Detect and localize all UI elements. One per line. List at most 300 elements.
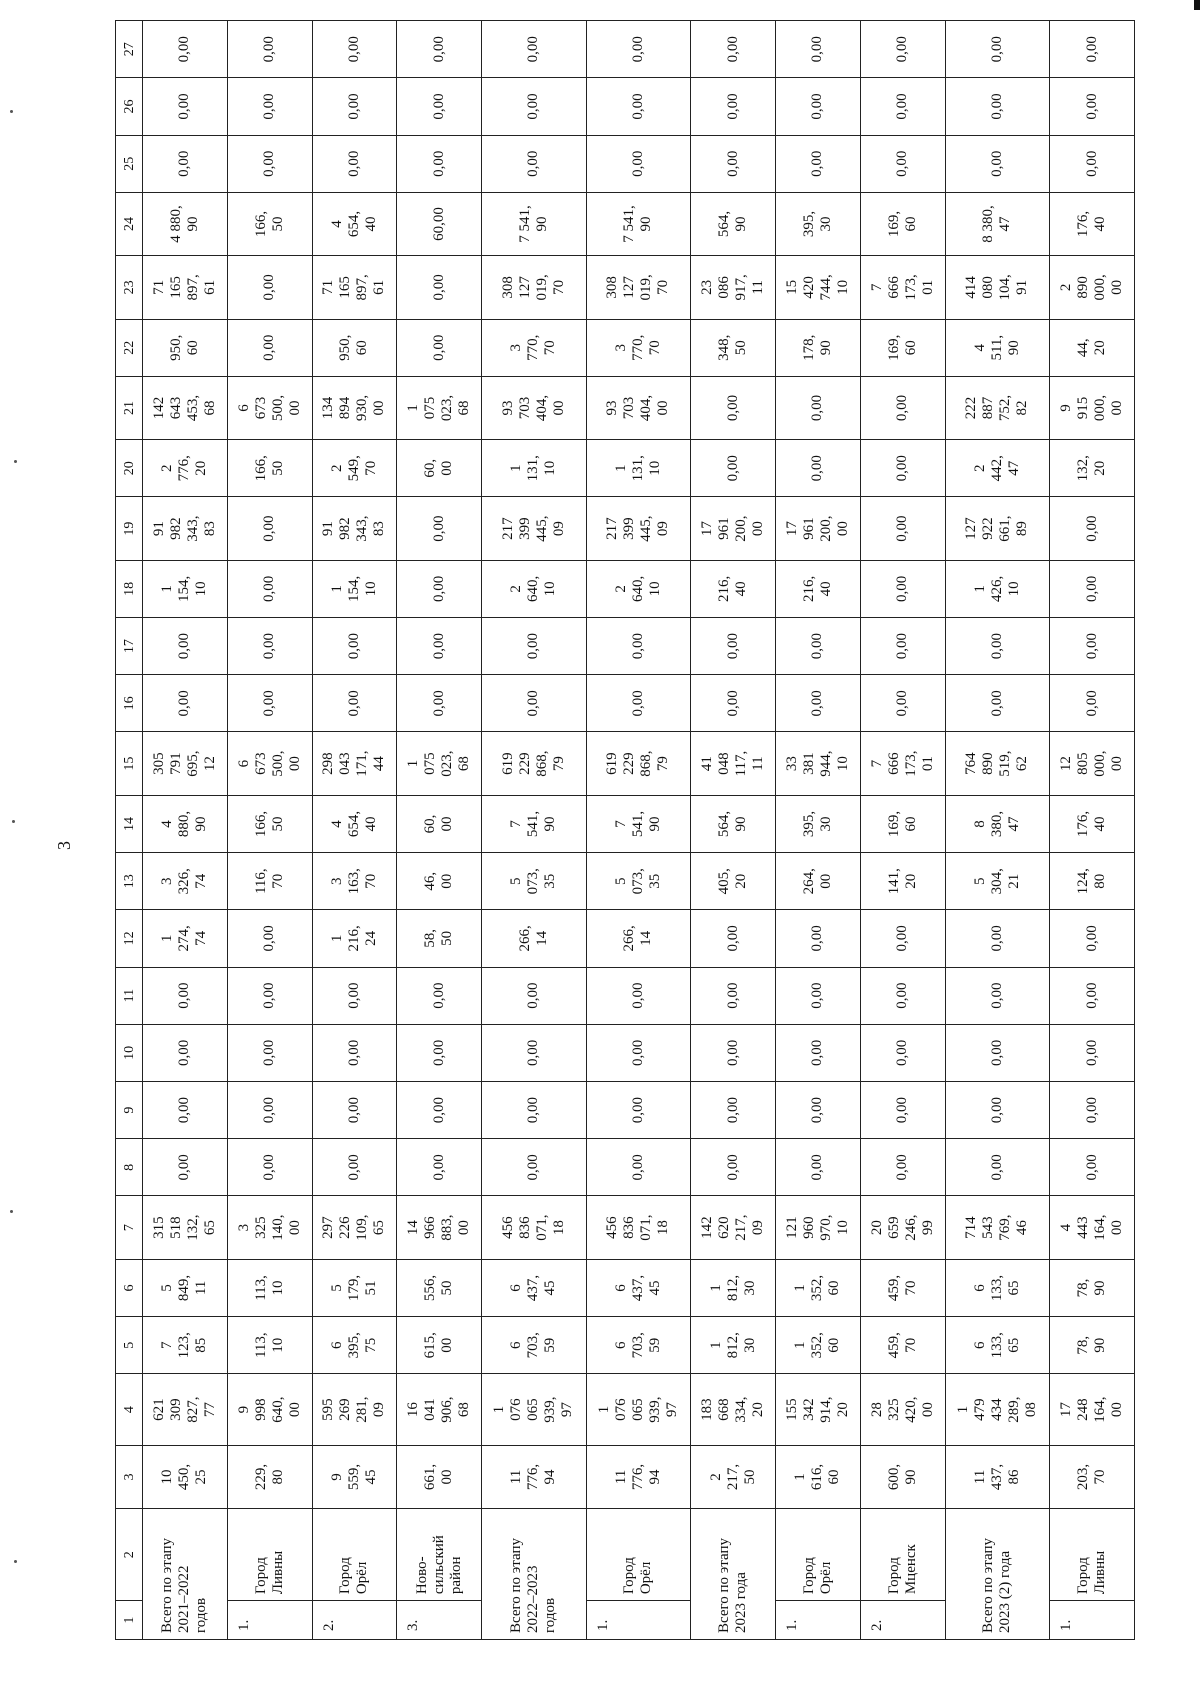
table-cell: 4 654, 40 [312,192,397,255]
table-row [586,21,691,1640]
stage-total-label: Всего по этапу 2023 (2) года [945,1509,1050,1640]
table-cell: 11 776, 94 [586,1445,691,1508]
table-cell: 166, 50 [227,440,312,497]
table-cell: 348, 50 [691,319,776,376]
table-cell: 7 123, 85 [143,1317,228,1374]
table-cell: 0,00 [775,1139,860,1196]
table-cell: 0,00 [227,967,312,1024]
table-cell: 176, 40 [1050,192,1135,255]
table-cell: 0,00 [227,319,312,376]
table-cell: 0,00 [397,560,482,617]
table-cell: 0,00 [860,1139,945,1196]
table-cell: 0,00 [691,967,776,1024]
table-cell: 0,00 [945,1139,1050,1196]
table-cell: 166, 50 [227,795,312,852]
table-row [397,21,482,1640]
table-cell: 28 325 420, 00 [860,1374,945,1446]
table-cell: 0,00 [860,1024,945,1081]
table-cell: 4 880, 90 [143,192,228,255]
table-cell: 0,00 [482,1082,587,1139]
table-cell: 93 703 404, 00 [482,376,587,439]
table-cell: 0,00 [1050,78,1135,135]
table-cell: 1 131, 10 [482,440,587,497]
table-cell: 297 226 109, 65 [312,1196,397,1259]
table-row [482,21,587,1640]
municipality-name: Город Ливны [1050,1509,1135,1601]
table-cell: 0,00 [1050,910,1135,967]
table-cell: 0,00 [586,675,691,732]
table-row [691,21,776,1640]
table-cell: 1 352, 60 [775,1317,860,1374]
table-cell: 1 426, 10 [945,560,1050,617]
table-cell: 203, 70 [1050,1445,1135,1508]
column-number: 21 [116,376,143,439]
table-cell: 264, 00 [775,853,860,910]
table-cell: 0,00 [227,560,312,617]
table-cell: 7 541, 90 [482,192,587,255]
row-number: 3. [397,1601,482,1640]
table-cell: 6 395, 75 [312,1317,397,1374]
table-cell: 5 073, 35 [482,853,587,910]
table-cell: 7 666 173, 01 [860,256,945,319]
column-number: 18 [116,560,143,617]
table-row [227,21,312,1640]
table-cell: 60,00 [397,192,482,255]
table-cell: 4 443 164, 00 [1050,1196,1135,1259]
table-cell: 9 915 000, 00 [1050,376,1135,439]
table-cell: 0,00 [775,1082,860,1139]
table-cell: 0,00 [691,440,776,497]
table-row [860,21,945,1640]
table-cell: 0,00 [1050,560,1135,617]
table-cell: 6 703, 59 [586,1317,691,1374]
table-cell: 0,00 [586,135,691,192]
table-cell: 0,00 [482,618,587,675]
table-cell: 0,00 [397,319,482,376]
table-cell: 0,00 [312,1139,397,1196]
table-cell: 9 998 640, 00 [227,1374,312,1446]
table-cell: 0,00 [775,135,860,192]
column-number: 2 [116,1509,143,1601]
table-row [945,21,1050,1640]
table-cell: 0,00 [227,1139,312,1196]
table-cell: 113, 10 [227,1259,312,1316]
table-cell: 0,00 [586,1082,691,1139]
table-cell: 414 080 104, 91 [945,256,1050,319]
table-cell: 0,00 [312,135,397,192]
table-cell: 564, 90 [691,795,776,852]
table-row [143,21,228,1640]
column-number: 14 [116,795,143,852]
scan-speck [10,1210,13,1213]
column-number: 15 [116,732,143,795]
table-cell: 4 511, 90 [945,319,1050,376]
table-cell: 0,00 [586,967,691,1024]
column-number: 17 [116,618,143,675]
table-cell: 229, 80 [227,1445,312,1508]
table-cell: 124, 80 [1050,853,1135,910]
table-cell: 178, 90 [775,319,860,376]
table-cell: 0,00 [945,135,1050,192]
table-cell: 0,00 [397,1024,482,1081]
table-cell: 0,00 [945,21,1050,78]
table-cell: 0,00 [143,967,228,1024]
table-cell: 0,00 [312,78,397,135]
table-cell: 0,00 [482,78,587,135]
table-cell: 305 791 695, 12 [143,732,228,795]
table-cell: 714 543 769, 46 [945,1196,1050,1259]
table-cell: 0,00 [227,675,312,732]
table-cell: 0,00 [397,618,482,675]
table-cell: 0,00 [775,618,860,675]
municipality-name: Город Мценск [860,1509,945,1601]
table-cell: 459, 70 [860,1259,945,1316]
table-cell: 141, 20 [860,853,945,910]
table-cell: 266, 14 [586,910,691,967]
table-cell: 2 640, 10 [482,560,587,617]
column-number: 5 [116,1317,143,1374]
column-number: 25 [116,135,143,192]
table-cell: 0,00 [860,497,945,560]
table-cell: 0,00 [397,967,482,1024]
table-cell: 155 342 914, 20 [775,1374,860,1446]
table-cell: 0,00 [691,376,776,439]
column-number: 19 [116,497,143,560]
rotated-table-container [115,20,1135,1640]
table-cell: 0,00 [397,78,482,135]
table-cell: 619 229 868, 79 [482,732,587,795]
table-cell: 0,00 [586,78,691,135]
table-cell: 0,00 [586,21,691,78]
table-cell: 60, 00 [397,795,482,852]
table-cell: 0,00 [586,1139,691,1196]
row-number: 1. [586,1601,691,1640]
table-cell: 0,00 [482,675,587,732]
table-cell: 0,00 [482,967,587,1024]
table-cell: 0,00 [945,1082,1050,1139]
table-cell: 0,00 [775,78,860,135]
table-cell: 2 890 000, 00 [1050,256,1135,319]
table-cell: 0,00 [1050,21,1135,78]
table-cell: 1 352, 60 [775,1259,860,1316]
table-cell: 0,00 [775,675,860,732]
table-cell: 0,00 [397,135,482,192]
column-number: 4 [116,1374,143,1446]
table-cell: 10 450, 25 [143,1445,228,1508]
table-cell: 0,00 [691,1139,776,1196]
table-cell: 308 127 019, 70 [586,256,691,319]
table-cell: 4 654, 40 [312,795,397,852]
table-cell: 0,00 [860,1082,945,1139]
table-cell: 0,00 [397,1139,482,1196]
table-cell: 0,00 [227,1082,312,1139]
table-cell: 0,00 [312,1082,397,1139]
table-cell: 0,00 [945,675,1050,732]
column-number: 10 [116,1024,143,1081]
stage-total-label: Всего по этапу 2022–2023 годов [482,1509,587,1640]
table-cell: 0,00 [312,618,397,675]
table-cell: 456 836 071, 18 [586,1196,691,1259]
table-cell: 12 805 000, 00 [1050,732,1135,795]
column-number-row [116,21,143,1640]
table-cell: 1 075 023, 68 [397,732,482,795]
table-cell: 5 849, 11 [143,1259,228,1316]
row-number: 2. [312,1601,397,1640]
table-cell: 0,00 [775,967,860,1024]
table-cell: 11 437, 86 [945,1445,1050,1508]
table-cell: 116, 70 [227,853,312,910]
table-cell: 7 541, 90 [586,192,691,255]
scan-speck [14,460,17,463]
table-cell: 169, 60 [860,795,945,852]
table-cell: 564, 90 [691,192,776,255]
table-cell: 132, 20 [1050,440,1135,497]
table-cell: 3 770, 70 [586,319,691,376]
table-cell: 6 673 500, 00 [227,732,312,795]
table-cell: 0,00 [482,21,587,78]
table-cell: 0,00 [397,675,482,732]
table-cell: 0,00 [143,135,228,192]
table-cell: 0,00 [397,1082,482,1139]
table-cell: 459, 70 [860,1317,945,1374]
table-cell: 8 380, 47 [945,795,1050,852]
table-cell: 1 076 065 939, 97 [586,1374,691,1446]
table-cell: 9 559, 45 [312,1445,397,1508]
table-cell: 93 703 404, 00 [586,376,691,439]
table-cell: 1 479 434 289, 08 [945,1374,1050,1446]
table-cell: 6 673 500, 00 [227,376,312,439]
table-cell: 405, 20 [691,853,776,910]
column-number: 8 [116,1139,143,1196]
table-cell: 2 549, 70 [312,440,397,497]
table-cell: 615, 00 [397,1317,482,1374]
column-number: 27 [116,21,143,78]
row-number: 1. [775,1601,860,1640]
table-cell: 78, 90 [1050,1259,1135,1316]
column-number: 1 [116,1601,143,1640]
table-cell: 78, 90 [1050,1317,1135,1374]
table-cell: 1 154, 10 [143,560,228,617]
table-cell: 113, 10 [227,1317,312,1374]
table-cell: 41 048 117, 11 [691,732,776,795]
table-cell: 0,00 [691,910,776,967]
municipality-name: Город Орёл [586,1509,691,1601]
scan-speck [10,110,13,113]
table-cell: 595 269 281, 09 [312,1374,397,1446]
table-cell: 2 217, 50 [691,1445,776,1508]
table-cell: 950, 60 [143,319,228,376]
table-cell: 134 894 930, 00 [312,376,397,439]
table-cell: 621 309 827, 77 [143,1374,228,1446]
table-cell: 1 131, 10 [586,440,691,497]
table-cell: 0,00 [143,675,228,732]
table-cell: 0,00 [1050,1024,1135,1081]
table-cell: 0,00 [482,1139,587,1196]
table-cell: 0,00 [691,618,776,675]
table-cell: 0,00 [227,21,312,78]
table-cell: 1 616, 60 [775,1445,860,1508]
table-cell: 7 541, 90 [482,795,587,852]
table-cell: 0,00 [143,78,228,135]
data-table [115,20,1135,1640]
table-cell: 6 437, 45 [586,1259,691,1316]
table-cell: 20 659 246, 99 [860,1196,945,1259]
municipality-name: Город Орёл [312,1509,397,1601]
table-cell: 0,00 [1050,135,1135,192]
table-cell: 58, 50 [397,910,482,967]
table-cell: 0,00 [775,910,860,967]
table-cell: 3 325 140, 00 [227,1196,312,1259]
table-cell: 0,00 [1050,1139,1135,1196]
table-cell: 216, 40 [691,560,776,617]
table-cell: 0,00 [1050,967,1135,1024]
municipality-name: Город Орёл [775,1509,860,1601]
table-cell: 0,00 [691,1024,776,1081]
table-cell: 0,00 [1050,497,1135,560]
municipality-name: Ново- сильский район [397,1509,482,1601]
table-cell: 8 380, 47 [945,192,1050,255]
table-cell: 6 133, 65 [945,1259,1050,1316]
table-row [1050,21,1135,1640]
table-cell: 217 399 445, 09 [586,497,691,560]
table-cell: 456 836 071, 18 [482,1196,587,1259]
table-cell: 395, 30 [775,795,860,852]
table-cell: 216, 40 [775,560,860,617]
table-cell: 0,00 [397,21,482,78]
column-number: 22 [116,319,143,376]
table-cell: 0,00 [227,497,312,560]
table-cell: 176, 40 [1050,795,1135,852]
table-cell: 0,00 [397,497,482,560]
table-cell: 183 668 334, 20 [691,1374,776,1446]
column-number: 26 [116,78,143,135]
table-cell: 60, 00 [397,440,482,497]
table-cell: 14 966 883, 00 [397,1196,482,1259]
table-cell: 0,00 [691,21,776,78]
table-cell: 298 043 171, 44 [312,732,397,795]
table-cell: 0,00 [143,1139,228,1196]
column-number: 3 [116,1445,143,1508]
table-cell: 4 880, 90 [143,795,228,852]
table-cell: 0,00 [860,376,945,439]
row-number: 1. [1050,1601,1135,1640]
table-cell: 142 643 453, 68 [143,376,228,439]
table-cell: 0,00 [860,78,945,135]
column-number: 20 [116,440,143,497]
table-cell: 5 179, 51 [312,1259,397,1316]
table-cell: 0,00 [143,1082,228,1139]
table-cell: 166, 50 [227,192,312,255]
table-cell: 0,00 [775,440,860,497]
table-cell: 23 086 917, 11 [691,256,776,319]
table-cell: 315 518 132, 65 [143,1196,228,1259]
table-cell: 0,00 [691,135,776,192]
table-cell: 1 076 065 939, 97 [482,1374,587,1446]
table-cell: 0,00 [860,21,945,78]
table-cell: 7 541, 90 [586,795,691,852]
municipality-name: Город Ливны [227,1509,312,1601]
table-cell: 11 776, 94 [482,1445,587,1508]
table-cell: 3 326, 74 [143,853,228,910]
table-cell: 556, 50 [397,1259,482,1316]
table-cell: 661, 00 [397,1445,482,1508]
table-cell: 1 812, 30 [691,1317,776,1374]
table-cell: 17 961 200, 00 [691,497,776,560]
page-number: 3 [54,841,74,850]
table-cell: 0,00 [227,256,312,319]
table-cell: 0,00 [945,1024,1050,1081]
table-cell: 169, 60 [860,319,945,376]
scan-edge-mark [1194,0,1200,10]
table-cell: 0,00 [860,560,945,617]
table-cell: 0,00 [227,135,312,192]
table-cell: 127 922 661, 89 [945,497,1050,560]
table-cell: 71 165 897, 61 [143,256,228,319]
table-cell: 7 666 173, 01 [860,732,945,795]
table-cell: 950, 60 [312,319,397,376]
table-cell: 0,00 [945,78,1050,135]
table-cell: 3 163, 70 [312,853,397,910]
scan-speck [12,820,15,823]
table-cell: 17 961 200, 00 [775,497,860,560]
table-cell: 0,00 [143,1024,228,1081]
table-cell: 169, 60 [860,192,945,255]
table-cell: 15 420 744, 10 [775,256,860,319]
table-cell: 91 982 343, 83 [143,497,228,560]
column-number: 23 [116,256,143,319]
table-cell: 0,00 [312,967,397,1024]
table-cell: 1 216, 24 [312,910,397,967]
table-cell: 0,00 [312,675,397,732]
table-cell: 222 887 752, 82 [945,376,1050,439]
column-number: 9 [116,1082,143,1139]
table-cell: 0,00 [691,675,776,732]
table-cell: 0,00 [860,967,945,1024]
table-cell: 0,00 [691,78,776,135]
table-cell: 0,00 [227,910,312,967]
table-cell: 6 133, 65 [945,1317,1050,1374]
table-cell: 0,00 [482,1024,587,1081]
table-cell: 5 073, 35 [586,853,691,910]
table-cell: 5 304, 21 [945,853,1050,910]
scan-speck [14,1560,17,1563]
column-number: 11 [116,967,143,1024]
table-cell: 0,00 [860,910,945,967]
column-number: 12 [116,910,143,967]
table-cell: 0,00 [945,618,1050,675]
column-number: 13 [116,853,143,910]
table-cell: 1 812, 30 [691,1259,776,1316]
table-cell: 0,00 [775,21,860,78]
row-number: 1. [227,1601,312,1640]
table-cell: 71 165 897, 61 [312,256,397,319]
table-cell: 0,00 [143,21,228,78]
table-cell: 600, 90 [860,1445,945,1508]
column-number: 6 [116,1259,143,1316]
table-cell: 0,00 [312,21,397,78]
table-cell: 0,00 [397,256,482,319]
table-cell: 764 890 519, 62 [945,732,1050,795]
table-cell: 0,00 [1050,675,1135,732]
table-cell: 1 274, 74 [143,910,228,967]
table-cell: 17 248 164, 00 [1050,1374,1135,1446]
table-cell: 217 399 445, 09 [482,497,587,560]
table-row [775,21,860,1640]
table-cell: 266, 14 [482,910,587,967]
stage-total-label: Всего по этапу 2023 года [691,1509,776,1640]
table-cell: 46, 00 [397,853,482,910]
table-cell: 0,00 [945,910,1050,967]
